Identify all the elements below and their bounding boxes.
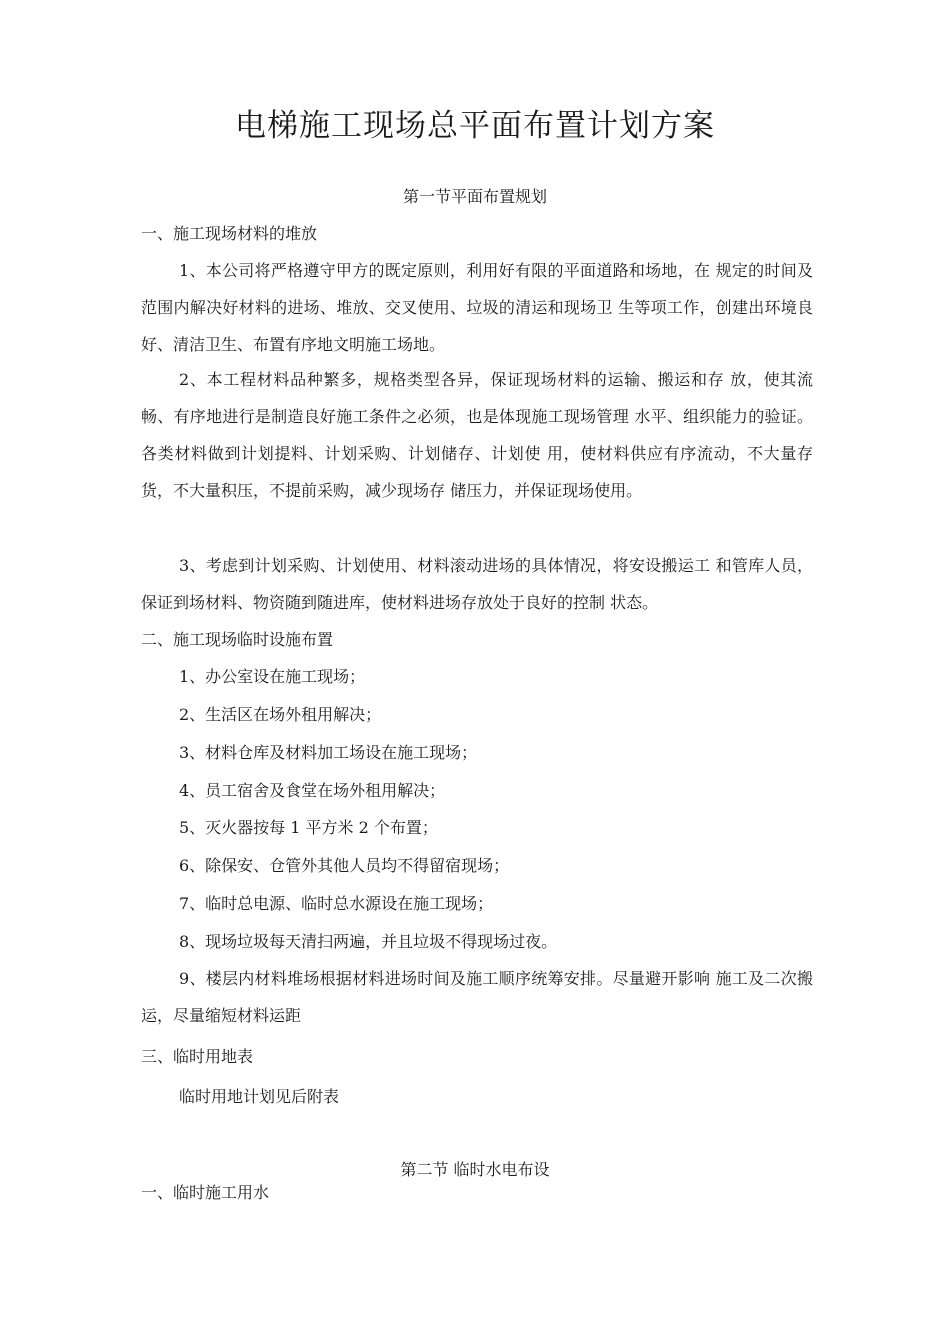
heading-material-stacking: 一、施工现场材料的堆放 (141, 224, 318, 243)
list-item: 3、材料仓库及材料加工场设在施工现场； (179, 743, 478, 762)
list-item: 7、临时总电源、临时总水源设在施工现场； (179, 894, 494, 913)
paragraph-9: 9、楼层内材料堆场根据材料进场时间及施工顺序统筹安排。尽量避开影响 施工及二次搬运，尽量缩短材料运距 (141, 969, 813, 1025)
section-2-title: 第二节 临时水电布设 (400, 1160, 550, 1179)
paragraph-1: 1、本公司将严格遵守甲方的既定原则，利用好有限的平面道路和场地，在 规定的时间及范围内解决好材料的进场、堆放、交叉使用、垃圾的清运和现场卫 生等项工作，创建出环境良好、清洁卫生、布置有序地文明施工场地。 (141, 261, 813, 354)
temporary-land-note: 临时用地计划见后附表 (179, 1087, 340, 1106)
list-item: 1、办公室设在施工现场； (179, 667, 366, 686)
heading-temporary-water: 一、临时施工用水 (141, 1183, 270, 1202)
heading-temporary-land-table: 三、临时用地表 (141, 1047, 254, 1066)
list-item: 4、员工宿舍及食堂在场外租用解决； (179, 781, 446, 800)
list-item: 6、除保安、仓管外其他人员均不得留宿现场； (179, 856, 510, 875)
list-item: 8、现场垃圾每天清扫两遍，并且垃圾不得现场过夜。 (179, 932, 558, 951)
section-1-title: 第一节平面布置规划 (402, 187, 547, 206)
list-item: 5、灭火器按每 1 平方米 2 个布置； (179, 818, 438, 837)
paragraph-3: 3、考虑到计划采购、计划使用、材料滚动进场的具体情况，将安设搬运工 和管库人员，保证到场材料、物资随到随进库，使材料进场存放处于良好的控制 状态。 (141, 556, 813, 612)
document-title: 电梯施工现场总平面布置计划方案 (235, 108, 715, 144)
paragraph-2: 2、本工程材料品种繁多，规格类型各异，保证现场材料的运输、搬运和存 放，使其流畅、有序地进行是制造良好施工条件之必须，也是体现施工现场管理 水平、组织能力的验证。各类材料做到计划提料、计划采购、计划储存、计划使 用，使材料供应有序流动，不大量存货，不大量积压，不提前采购，减少现场存 储压力，并保证现场使用。 (141, 370, 813, 500)
list-item: 2、生活区在场外租用解决； (179, 705, 382, 724)
heading-temporary-facilities: 二、施工现场临时设施布置 (141, 630, 334, 649)
